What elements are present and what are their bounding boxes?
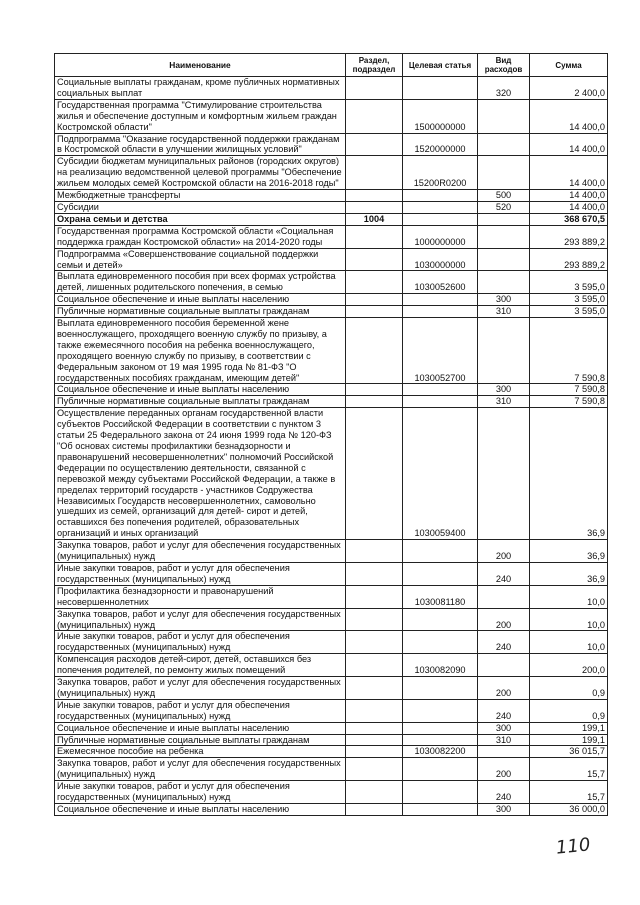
cell-section <box>346 585 403 608</box>
cell-sum: 14 400,0 <box>530 99 608 133</box>
table-row <box>55 562 608 585</box>
cell-sum: 36,9 <box>530 408 608 540</box>
cell-sum: 36,9 <box>530 540 608 563</box>
table-row <box>55 608 608 631</box>
page-number: 110 <box>554 834 592 859</box>
table-row <box>55 722 608 734</box>
cell-name: Закупка товаров, работ и услуг для обеспечения государственных (муниципальных) нужд <box>55 608 346 631</box>
cell-type <box>478 318 530 384</box>
cell-target: 15200R0200 <box>403 156 478 190</box>
table-row <box>55 271 608 294</box>
cell-sum: 3 595,0 <box>530 306 608 318</box>
cell-name: Субсидии <box>55 201 346 213</box>
cell-sum: 2 400,0 <box>530 77 608 100</box>
cell-sum: 199,1 <box>530 722 608 734</box>
cell-type <box>478 133 530 156</box>
cell-name: Закупка товаров, работ и услуг для обеспечения государственных (муниципальных) нужд <box>55 758 346 781</box>
budget-table <box>54 53 608 816</box>
table-row <box>55 384 608 396</box>
cell-target <box>403 608 478 631</box>
cell-section <box>346 156 403 190</box>
table-row <box>55 585 608 608</box>
table-row <box>55 408 608 540</box>
cell-type <box>478 225 530 248</box>
cell-target: 1030000000 <box>403 248 478 271</box>
table-row <box>55 77 608 100</box>
table-row <box>55 133 608 156</box>
cell-sum: 14 400,0 <box>530 190 608 202</box>
table-row <box>55 190 608 202</box>
cell-section <box>346 306 403 318</box>
cell-type: 200 <box>478 540 530 563</box>
cell-target <box>403 699 478 722</box>
cell-target <box>403 758 478 781</box>
cell-sum: 293 889,2 <box>530 225 608 248</box>
cell-sum: 0,9 <box>530 699 608 722</box>
cell-target <box>403 631 478 654</box>
table-row <box>55 734 608 746</box>
cell-target <box>403 213 478 225</box>
cell-target: 1030082200 <box>403 746 478 758</box>
cell-section: 1004 <box>346 213 403 225</box>
cell-section <box>346 758 403 781</box>
cell-sum: 14 400,0 <box>530 133 608 156</box>
table-row <box>55 804 608 816</box>
cell-sum: 200,0 <box>530 654 608 677</box>
cell-section <box>346 294 403 306</box>
cell-name: Публичные нормативные социальные выплаты гражданам <box>55 734 346 746</box>
cell-section <box>346 190 403 202</box>
cell-type: 310 <box>478 734 530 746</box>
cell-sum: 10,0 <box>530 585 608 608</box>
cell-section <box>346 631 403 654</box>
header-name: Наименование <box>55 54 346 77</box>
cell-target <box>403 384 478 396</box>
cell-type: 240 <box>478 781 530 804</box>
cell-type <box>478 746 530 758</box>
cell-name: Ежемесячное пособие на ребенка <box>55 746 346 758</box>
table-row <box>55 225 608 248</box>
cell-target: 1520000000 <box>403 133 478 156</box>
cell-sum: 14 400,0 <box>530 201 608 213</box>
table-row <box>55 156 608 190</box>
cell-section <box>346 608 403 631</box>
cell-name: Социальное обеспечение и иные выплаты населению <box>55 384 346 396</box>
cell-section <box>346 781 403 804</box>
cell-target: 1030052600 <box>403 271 478 294</box>
cell-target <box>403 396 478 408</box>
cell-type <box>478 248 530 271</box>
cell-sum: 14 400,0 <box>530 156 608 190</box>
cell-target: 1030052700 <box>403 318 478 384</box>
table-row <box>55 99 608 133</box>
header-target: Целевая статья <box>403 54 478 77</box>
cell-target <box>403 540 478 563</box>
cell-type: 320 <box>478 77 530 100</box>
cell-section <box>346 384 403 396</box>
cell-type <box>478 99 530 133</box>
cell-sum: 36 000,0 <box>530 804 608 816</box>
cell-name: Иные закупки товаров, работ и услуг для обеспечения государственных (муниципальных) нужд <box>55 562 346 585</box>
cell-name: Закупка товаров, работ и услуг для обеспечения государственных (муниципальных) нужд <box>55 540 346 563</box>
cell-target <box>403 781 478 804</box>
cell-sum: 15,7 <box>530 758 608 781</box>
cell-name: Подпрограмма «Совершенствование социальной поддержки семьи и детей» <box>55 248 346 271</box>
table-row <box>55 201 608 213</box>
table-row <box>55 758 608 781</box>
cell-section <box>346 722 403 734</box>
cell-type: 240 <box>478 699 530 722</box>
cell-type: 300 <box>478 384 530 396</box>
cell-type <box>478 271 530 294</box>
cell-section <box>346 734 403 746</box>
cell-target <box>403 77 478 100</box>
cell-name: Публичные нормативные социальные выплаты гражданам <box>55 396 346 408</box>
cell-type: 200 <box>478 758 530 781</box>
header-sum: Сумма <box>530 54 608 77</box>
budget-table-container <box>54 53 607 816</box>
cell-section <box>346 677 403 700</box>
cell-type <box>478 585 530 608</box>
cell-sum: 3 595,0 <box>530 271 608 294</box>
cell-type <box>478 213 530 225</box>
cell-section <box>346 654 403 677</box>
table-row <box>55 248 608 271</box>
cell-type: 310 <box>478 306 530 318</box>
table-body <box>55 77 608 816</box>
cell-section <box>346 99 403 133</box>
table-row <box>55 318 608 384</box>
cell-section <box>346 133 403 156</box>
cell-type: 240 <box>478 562 530 585</box>
cell-name: Иные закупки товаров, работ и услуг для обеспечения государственных (муниципальных) нужд <box>55 631 346 654</box>
cell-sum: 7 590,8 <box>530 318 608 384</box>
cell-section <box>346 408 403 540</box>
table-row <box>55 631 608 654</box>
cell-name: Иные закупки товаров, работ и услуг для обеспечения государственных (муниципальных) нужд <box>55 699 346 722</box>
cell-section <box>346 804 403 816</box>
table-row <box>55 699 608 722</box>
cell-target <box>403 562 478 585</box>
cell-name: Профилактика безнадзорности и правонарушений несовершеннолетних <box>55 585 346 608</box>
cell-target: 1030082090 <box>403 654 478 677</box>
header-type: Вид расходов <box>478 54 530 77</box>
cell-type <box>478 156 530 190</box>
cell-target <box>403 804 478 816</box>
cell-type: 300 <box>478 722 530 734</box>
cell-sum: 199,1 <box>530 734 608 746</box>
cell-target: 1000000000 <box>403 225 478 248</box>
cell-target <box>403 294 478 306</box>
cell-name: Охрана семьи и детства <box>55 213 346 225</box>
table-row <box>55 294 608 306</box>
cell-sum: 15,7 <box>530 781 608 804</box>
cell-name: Государственная программа Костромской области «Социальная поддержка граждан Костромской области» на 2014-2020 годы <box>55 225 346 248</box>
cell-type: 310 <box>478 396 530 408</box>
cell-name: Социальное обеспечение и иные выплаты населению <box>55 294 346 306</box>
cell-sum: 7 590,8 <box>530 384 608 396</box>
cell-target <box>403 201 478 213</box>
header-section: Раздел, подраздел <box>346 54 403 77</box>
cell-target <box>403 190 478 202</box>
cell-name: Субсидии бюджетам муниципальных районов (городских округов) на реализацию ведомственной целевой программы "Обеспечение жильем молодых семей Костромской области на 2016-2018 годы" <box>55 156 346 190</box>
cell-type <box>478 654 530 677</box>
cell-target <box>403 306 478 318</box>
cell-section <box>346 396 403 408</box>
cell-section <box>346 540 403 563</box>
cell-type: 520 <box>478 201 530 213</box>
cell-sum: 10,0 <box>530 608 608 631</box>
cell-type <box>478 408 530 540</box>
cell-section <box>346 746 403 758</box>
cell-section <box>346 248 403 271</box>
table-row <box>55 654 608 677</box>
table-row <box>55 213 608 225</box>
table-row <box>55 396 608 408</box>
cell-type: 200 <box>478 608 530 631</box>
cell-type: 200 <box>478 677 530 700</box>
cell-sum: 36 015,7 <box>530 746 608 758</box>
cell-section <box>346 318 403 384</box>
cell-section <box>346 562 403 585</box>
cell-name: Государственная программа "Стимулирование строительства жилья и обеспечение доступным и комфортным жильем граждан Костромской области" <box>55 99 346 133</box>
cell-section <box>346 271 403 294</box>
cell-type: 240 <box>478 631 530 654</box>
cell-sum: 7 590,8 <box>530 396 608 408</box>
table-row <box>55 677 608 700</box>
cell-name: Иные закупки товаров, работ и услуг для обеспечения государственных (муниципальных) нужд <box>55 781 346 804</box>
cell-name: Социальные выплаты гражданам, кроме публичных нормативных социальных выплат <box>55 77 346 100</box>
table-row <box>55 746 608 758</box>
cell-sum: 0,9 <box>530 677 608 700</box>
cell-name: Закупка товаров, работ и услуг для обеспечения государственных (муниципальных) нужд <box>55 677 346 700</box>
cell-target: 1500000000 <box>403 99 478 133</box>
cell-sum: 368 670,5 <box>530 213 608 225</box>
cell-section <box>346 201 403 213</box>
cell-name: Осуществление переданных органам государственной власти субъектов Российской Федерации в соответствии с пунктом 3 статьи 25 Федерального закона от 24 июня 1999 года № 120-ФЗ "Об основах системы профилактики безнадзорности и правонарушений несовершеннолетних" полномочий Российской Федерации по осуществлению деятельности, связанной с перевозкой между субъектами Российской Федерации, а также в пределах территорий государств - участников Содружества Независимых Государств несовершеннолетних, самовольно ушедших из семей, организаций для детей- сирот и детей, оставшихся без попечения родителей, образовательных организаций и иных организаций <box>55 408 346 540</box>
cell-type: 500 <box>478 190 530 202</box>
cell-name: Компенсация расходов детей-сирот, детей, оставшихся без попечения родителей, по ремонту жилых помещений <box>55 654 346 677</box>
cell-name: Социальное обеспечение и иные выплаты населению <box>55 722 346 734</box>
cell-target <box>403 722 478 734</box>
cell-type: 300 <box>478 804 530 816</box>
cell-name: Публичные нормативные социальные выплаты гражданам <box>55 306 346 318</box>
cell-section <box>346 699 403 722</box>
cell-name: Подпрограмма "Оказание государственной поддержки гражданам в Костромской области в улучшении жилищных условий" <box>55 133 346 156</box>
cell-section <box>346 77 403 100</box>
cell-name: Выплата единовременного пособия беременной жене военнослужащего, проходящего военную службу по призыву, а также ежемесячного пособия на ребенка военнослужащего, проходящего военную службу по призыву, в соответствии с Федеральным законом от 19 мая 1995 года № 81-ФЗ "О государственных пособиях гражданам, имеющим детей" <box>55 318 346 384</box>
cell-type: 300 <box>478 294 530 306</box>
cell-target: 1030059400 <box>403 408 478 540</box>
cell-name: Межбюджетные трансферты <box>55 190 346 202</box>
cell-target <box>403 734 478 746</box>
cell-name: Выплата единовременного пособия при всех формах устройства детей, лишенных родительского попечения, в семью <box>55 271 346 294</box>
table-row <box>55 540 608 563</box>
table-row <box>55 306 608 318</box>
cell-sum: 36,9 <box>530 562 608 585</box>
cell-sum: 293 889,2 <box>530 248 608 271</box>
table-header-row <box>55 54 608 77</box>
cell-name: Социальное обеспечение и иные выплаты населению <box>55 804 346 816</box>
cell-target <box>403 677 478 700</box>
cell-sum: 10,0 <box>530 631 608 654</box>
cell-section <box>346 225 403 248</box>
table-row <box>55 781 608 804</box>
cell-target: 1030081180 <box>403 585 478 608</box>
cell-sum: 3 595,0 <box>530 294 608 306</box>
